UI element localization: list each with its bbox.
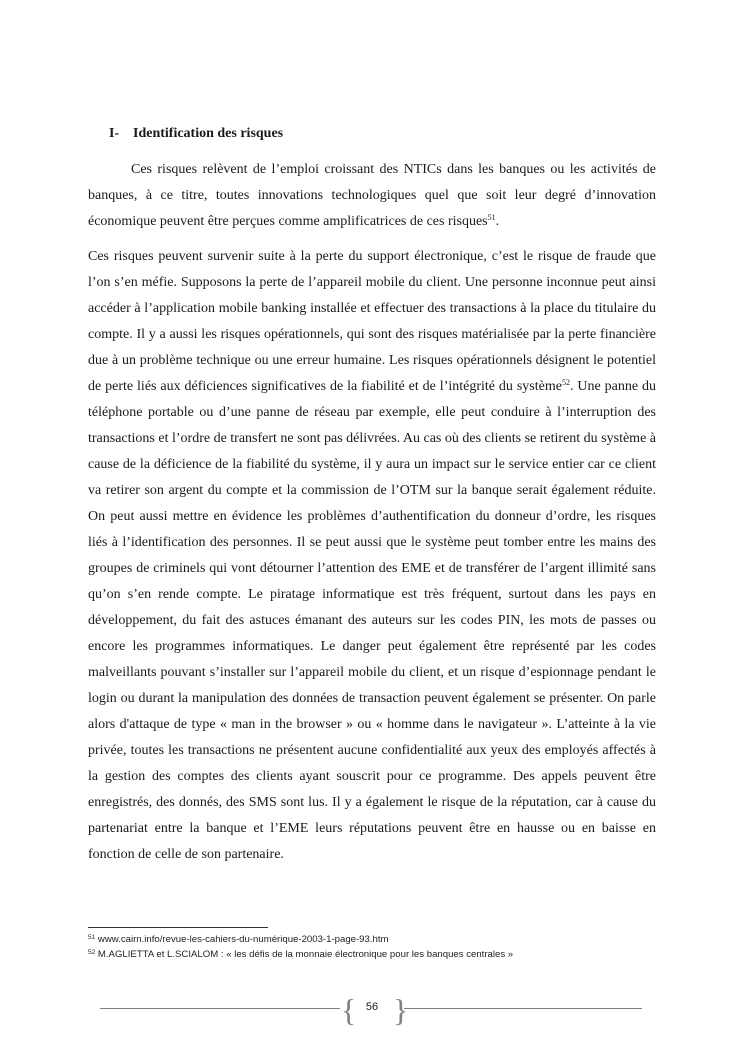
paragraph-intro xyxy=(88,157,656,235)
paragraph-risks-text-b: . Une panne du téléphone portable ou d’une panne de réseau par exemple, elle peut conduire à l’interruption des transactions et l’ordre de transfert ne sont pas délivrées. Au cas où des clients se retirent du système à cause de la déficience de la fiabilité du système, il y aura un impact sur le service entier car ce client va retirer son argent du compte et la commission de l’OTM sur la banque serait également réduite. On peut aussi mettre en évidence les problèmes d’authentification du donneur d’ordre, les risques liés à l’identification des personnes. Il se peut aussi que le système peut tomber entre les mains des groupes de criminels qui vont détourner l’attention des EME et de transférer de l’argent illimité sans qu’on s’en rende compte. Le piratage informatique est très fréquent, surtout dans les pays en développement, du fait des astuces émanant des auteurs sur les codes PIN, les mots de passes ou encore les programmes informatiques. Le danger peut également être représenté par les codes malveillants pouvant s’installer sur l’appareil mobile du client, et un risque d’espionnage pendant le login ou durant la manipulation des données de transaction peuvent également se présenter. On parle alors d'attaque de type « man in the browser » ou « homme dans le navigateur ». L’atteinte à la vie privée, toutes les transactions ne présentent aucune confidentialité aux yeux des employés affectés à la gestion des comptes des clients ayant souscrit pour ce programme. Des appels peuvent être enregistrés, des donnés, des SMS sont lus. Il y a également le risque de la réputation, car à cause du partenariat entre la banque et l’EME leurs réputations peuvent être en hausse ou en baisse en fonction de celle de son partenaire. xyxy=(88,379,656,862)
section-heading xyxy=(109,126,283,142)
footer-rule-right xyxy=(404,1008,642,1009)
page-number: 56 xyxy=(365,1001,379,1013)
footer-brace-right: } xyxy=(393,992,409,1028)
footer-rule-left xyxy=(100,1008,340,1009)
footnote-number: 51 xyxy=(88,934,96,941)
footnote-text: M.AGLIETTA et L.SCIALOM : « les défis de la monnaie électronique pour les banques centrales » xyxy=(95,949,514,960)
footnote-number: 52 xyxy=(88,949,96,956)
footnote-ref-51[interactable]: 51 xyxy=(487,213,496,222)
footer-brace-left: { xyxy=(341,992,357,1028)
paragraph-risks xyxy=(88,244,656,868)
footnote-separator xyxy=(88,927,268,928)
footnote-text[interactable]: www.cairn.info/revue-les-cahiers-du-numérique-2003-1-page-93.htm xyxy=(95,934,389,945)
footnote-52 xyxy=(88,949,513,960)
footnote-ref-52[interactable]: 52 xyxy=(561,378,570,387)
footnote-51 xyxy=(88,934,389,945)
paragraph-risks-text-a: Ces risques peuvent survenir suite à la perte du support électronique, c’est le risque de fraude que l’on s’en méfie. Supposons la perte de l’appareil mobile du client. Une personne inconnue peut ainsi accéder à l’application mobile banking installée et effectuer des transactions à la place du titulaire du compte. Il y a aussi les risques opérationnels, qui sont des risques matérialisée par la perte financière due à un problème technique ou une erreur humaine. Les risques opérationnels désignent le potentiel de perte liés aux déficiences significatives de la fiabilité et de l’intégrité du système xyxy=(88,249,656,394)
paragraph-intro-text: Ces risques relèvent de l’emploi croissant des NTICs dans les banques ou les activités de banques, à ce titre, toutes innovations technologiques quel que soit leur degré d’innovation économique peuvent être perçues comme amplificatrices de ces risques xyxy=(88,162,656,229)
section-number: I- xyxy=(109,126,120,141)
paragraph-intro-end: . xyxy=(495,214,500,229)
section-title: Identification des risques xyxy=(133,126,284,141)
